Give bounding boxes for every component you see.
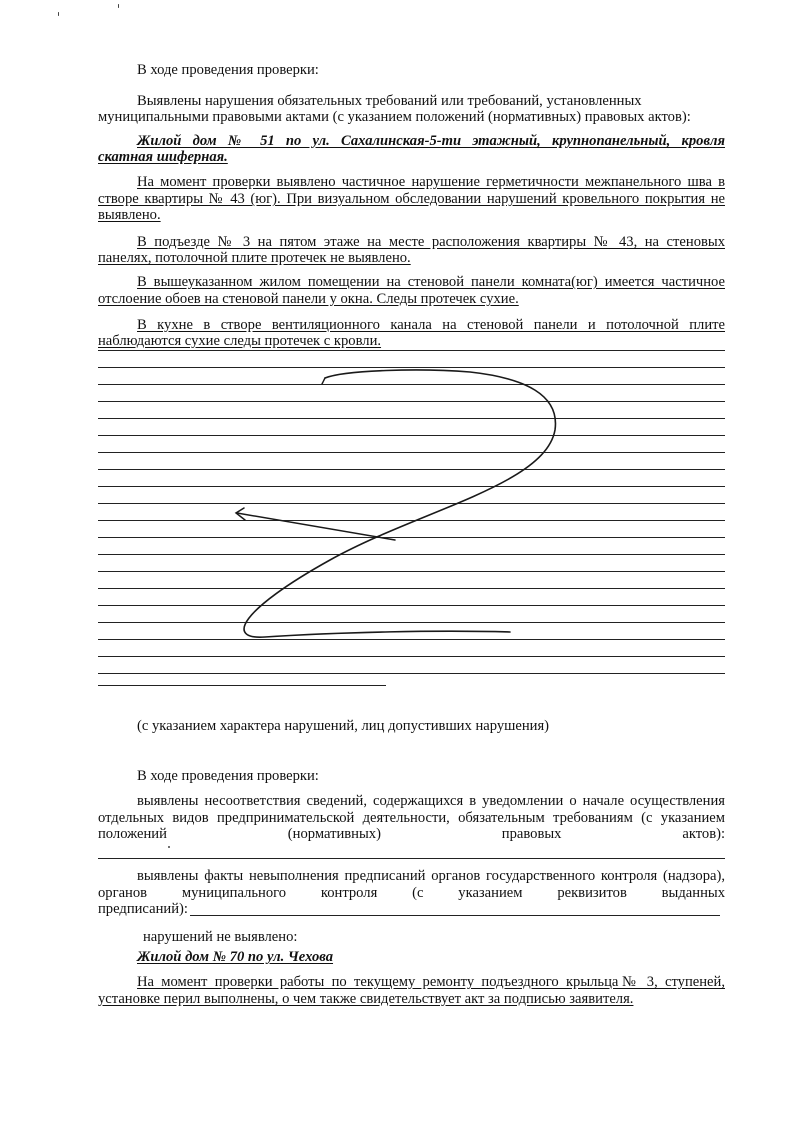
house-51-heading-line1: Жилой дом № 51 по ул. Сахалинская-5-ти этажный, крупнопанельный, кровля	[137, 133, 725, 149]
observation-3-line1: В вышеуказанном жилом помещении на стеновой панели комната(юг) имеется частичное	[137, 274, 725, 290]
observation-2-line1: В подъезде № 3 на пятом этаже на месте расположения квартиры № 43, на стеновых	[137, 234, 725, 250]
blank-line	[190, 915, 720, 916]
orders-paragraph-line1: выявлены факты невыполнения предписаний органов государственного контроля (надзора),	[137, 868, 725, 884]
blank-line	[98, 858, 725, 859]
observation-4-line1: В кухне в створе вентиляционного канала на стеновой панели и потолочной плите	[137, 317, 725, 333]
observation-1-line3: выявлено.	[98, 207, 161, 223]
observation-2-line2: панелях, потолочной плите протечек не выявлено.	[98, 250, 411, 266]
final-paragraph-line2: установке перил выполнены, о чем также свидетельствует акт за подписью заявителя.	[98, 991, 634, 1007]
inspection-intro-2: В ходе проведения проверки:	[137, 768, 319, 784]
final-paragraph-line1: На момент проверки работы по текущему ремонту подъездного крыльца№ 3, ступеней,	[137, 974, 725, 990]
scan-speck	[168, 846, 170, 848]
house-70-heading: Жилой дом № 70 по ул. Чехова	[137, 949, 334, 965]
orders-paragraph-line2: органов муниципального контроля (с указанием реквизитов выданных	[98, 885, 725, 901]
observation-3-line2: отслоение обоев на стеновой панели у окна. Следы протечек сухие.	[98, 291, 519, 307]
observation-1-line2: створе квартиры № 43 (юг). При визуальном обследовании нарушений кровельного покрытия не	[98, 191, 725, 207]
observation-4-line2: наблюдаются сухие следы протечек с кровли.	[98, 333, 382, 349]
inspection-intro: В ходе проведения проверки:	[137, 62, 319, 78]
violations-paragraph-line1: Выявлены нарушения обязательных требований или требований, установленных	[137, 93, 642, 109]
no-violations-text: нарушений не выявлено:	[143, 929, 298, 945]
mismatch-paragraph-line3: положений (нормативных) правовых актов):	[98, 826, 725, 842]
orders-paragraph-line3: предписаний):	[98, 901, 188, 917]
observation-1-line1: На момент проверки выявлено частичное нарушение герметичности межпанельного шва в	[137, 174, 725, 190]
scan-speck	[58, 12, 59, 16]
violations-caption: (с указанием характера нарушений, лиц допустивших нарушения)	[137, 718, 550, 734]
violations-paragraph-line2: муниципальными правовыми актами (с указанием положений (нормативных) правовых актов):	[98, 109, 691, 125]
house-51-heading-line2: скатная шиферная.	[98, 149, 228, 165]
scan-speck	[118, 4, 119, 8]
mismatch-paragraph-line2: отдельных видов предпринимательской деятельности, обязательным требованиям (с указанием	[98, 810, 725, 826]
mismatch-paragraph-line1: выявлены несоответствия сведений, содержащихся в уведомлении о начале осуществления	[137, 793, 725, 809]
